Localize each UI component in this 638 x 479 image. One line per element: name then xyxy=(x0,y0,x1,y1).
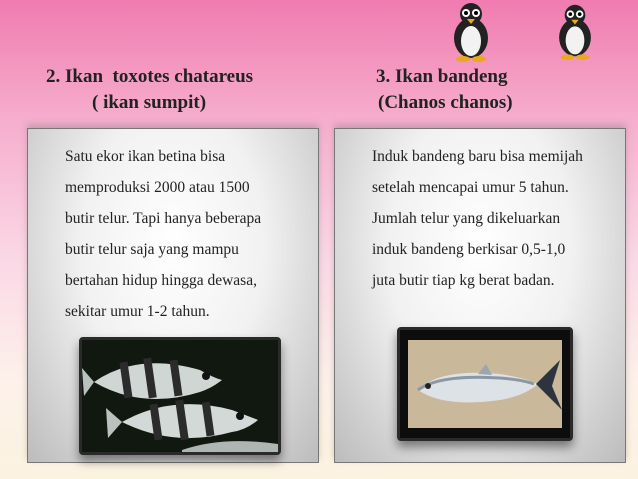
text-line: butir telur saja yang mampu xyxy=(65,241,239,258)
text-line: setelah mencapai umur 5 tahun. xyxy=(372,179,569,196)
section-title-left xyxy=(46,64,253,116)
title-right-line1: 3. Ikan bandeng xyxy=(376,66,508,87)
panel-milkfish xyxy=(334,128,626,463)
milkfish-photo xyxy=(397,327,573,441)
text-line: memproduksi 2000 atau 1500 xyxy=(65,179,250,196)
text-line: bertahan hidup hingga dewasa, xyxy=(65,272,257,289)
archerfish-description xyxy=(65,141,261,327)
text-line: butir telur. Tapi hanya beberapa xyxy=(65,210,262,227)
panel-archerfish xyxy=(27,128,319,463)
text-line: sekitar umur 1-2 tahun. xyxy=(65,303,210,320)
text-line: juta butir tiap kg berat badan. xyxy=(372,272,555,289)
text-line: Satu ekor ikan betina bisa xyxy=(65,148,226,165)
title-right-line2: (Chanos chanos) xyxy=(378,92,513,113)
section-title-right xyxy=(376,64,513,116)
penguin-icon xyxy=(546,0,604,62)
archerfish-photo xyxy=(79,337,281,455)
text-line: induk bandeng berkisar 0,5-1,0 xyxy=(372,241,566,258)
text-line: Jumlah telur yang dikeluarkan xyxy=(372,210,561,227)
text-line: Induk bandeng baru bisa memijah xyxy=(372,148,583,165)
penguin-icon xyxy=(440,0,502,62)
title-left-line1: 2. Ikan toxotes chatareus xyxy=(46,66,254,87)
milkfish-description xyxy=(372,141,583,296)
title-left-line2: ( ikan sumpit) xyxy=(92,92,207,113)
